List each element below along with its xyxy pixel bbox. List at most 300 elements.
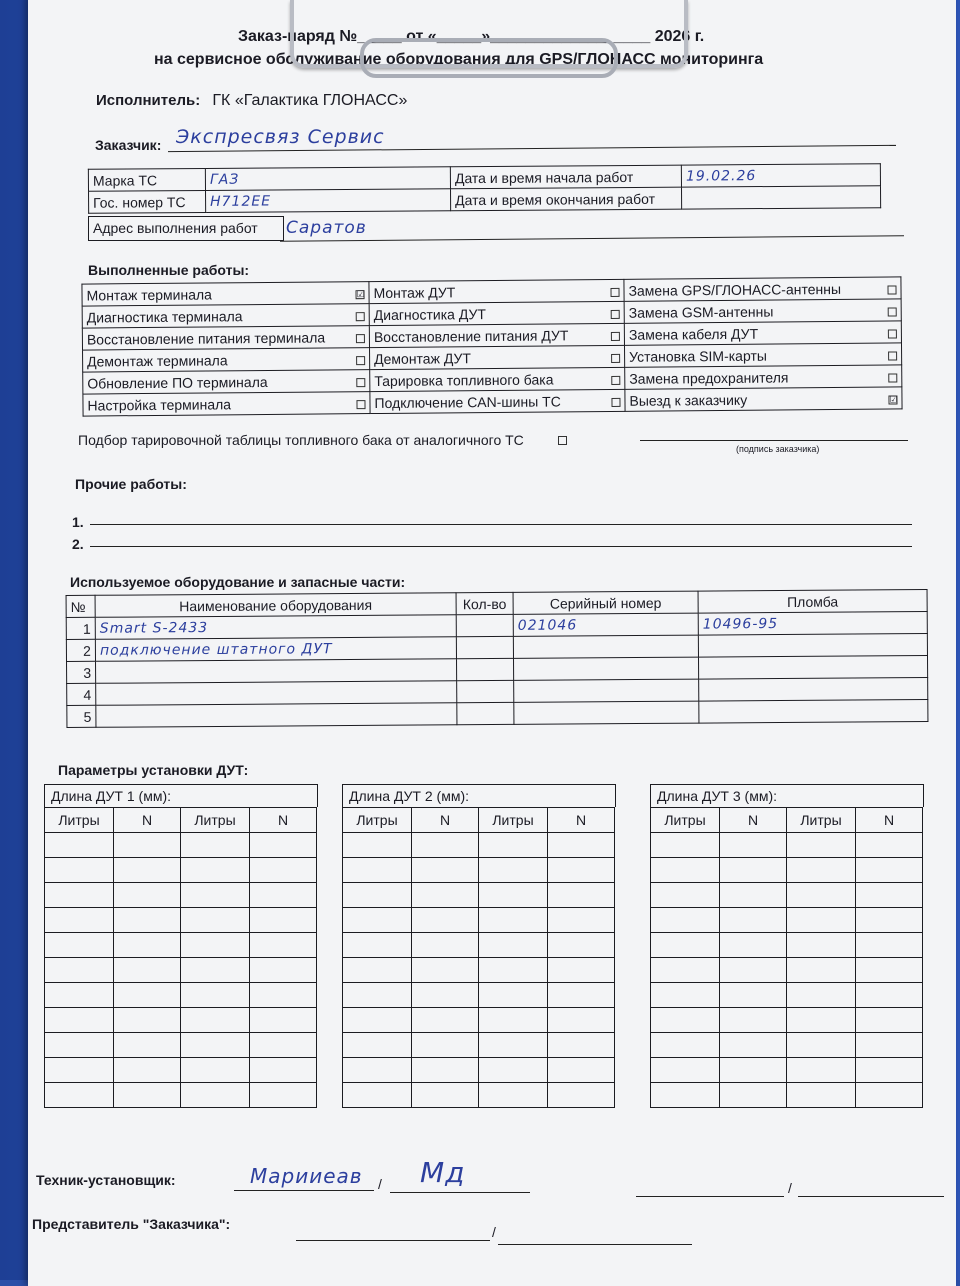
- equipment-cell-seal: [698, 655, 927, 679]
- dut-col-header: N: [856, 808, 923, 833]
- work-item: [370, 367, 625, 391]
- dut-cell: [548, 983, 615, 1008]
- dut-col-header: Литры: [787, 808, 856, 833]
- dut-cell: [548, 908, 615, 933]
- dut-cell: [856, 858, 923, 883]
- dut-row: [45, 1058, 317, 1083]
- work-item-label: Демонтаж ДУТ: [374, 349, 471, 367]
- dut-cell: [548, 958, 615, 983]
- dut-cell: [412, 1033, 479, 1058]
- equipment-cell-n: 1: [66, 617, 95, 639]
- dut-cell: [479, 908, 548, 933]
- work-item-label: Выезд к заказчику: [629, 391, 748, 409]
- dut-cell: [114, 1008, 181, 1033]
- work-item-checkbox[interactable]: [611, 353, 620, 362]
- dut-cell: [114, 908, 181, 933]
- dut-cell: [651, 1033, 720, 1058]
- end-value: [681, 186, 880, 209]
- technician-name-line: [234, 1190, 374, 1191]
- dut-cell: [45, 1033, 114, 1058]
- dut-cell: [412, 833, 479, 858]
- dut-cell: [181, 958, 250, 983]
- work-item-label: Настройка терминала: [87, 395, 232, 414]
- dut-row: [45, 983, 317, 1008]
- dut-cell: [181, 1008, 250, 1033]
- dut-cell: [479, 833, 548, 858]
- end-label: Дата и время окончания работ: [451, 187, 682, 211]
- dut-cell: [343, 1008, 412, 1033]
- dut-cell: [651, 883, 720, 908]
- paper-sheet: [28, 0, 956, 1286]
- work-item-label: Демонтаж терминала: [87, 351, 228, 370]
- work-item: [370, 389, 625, 413]
- dut-col-header: N: [250, 808, 317, 833]
- equipment-cell-n: 3: [67, 661, 96, 683]
- work-item: [624, 343, 901, 367]
- work-item: [82, 304, 369, 329]
- equipment-cell-qty: [457, 702, 514, 724]
- dut-cell: [787, 1033, 856, 1058]
- dut-table-1: [44, 784, 318, 1108]
- form-title-line2: на сервисное обслуживание оборудования для GPS/ГЛОНАСС мониторинга: [154, 51, 764, 68]
- dut-cell: [720, 1058, 787, 1083]
- work-item-label: Замена предохранителя: [629, 368, 789, 387]
- dut-cell: [181, 1033, 250, 1058]
- dut-cell: [45, 1008, 114, 1033]
- equipment-cell-n: 2: [66, 639, 95, 661]
- works-table: [81, 276, 902, 416]
- work-item-label: Монтаж ДУТ: [373, 283, 456, 301]
- dut-table-title: Длина ДУТ 1 (мм):: [44, 784, 318, 807]
- dut-col-header: N: [548, 808, 615, 833]
- dut-cell: [181, 933, 250, 958]
- dut-cell: [45, 833, 114, 858]
- dut-cell: [250, 858, 317, 883]
- dut-row: [45, 1083, 317, 1108]
- work-item: [82, 326, 369, 351]
- work-item-checkbox[interactable]: [610, 287, 619, 296]
- dut-table-3: [650, 784, 924, 1108]
- work-item-label: Замена кабеля ДУТ: [628, 325, 759, 343]
- dut-row: [45, 883, 317, 908]
- dut-cell: [114, 833, 181, 858]
- dut-cell: [343, 908, 412, 933]
- work-item: [83, 392, 370, 417]
- dut-cell: [479, 983, 548, 1008]
- dut-title: Параметры установки ДУТ:: [58, 762, 249, 778]
- dut-cell: [787, 1008, 856, 1033]
- dut-cell: [114, 1083, 181, 1108]
- dut-cell: [720, 933, 787, 958]
- work-item-label: Тарировка топливного бака: [374, 370, 554, 389]
- dut-cell: [250, 958, 317, 983]
- work-item-checkbox[interactable]: [888, 351, 897, 360]
- work-item-label: Замена GPS/ГЛОНАСС-антенны: [628, 280, 842, 299]
- equipment-cell-seal: [699, 699, 928, 723]
- dut-cell: [250, 983, 317, 1008]
- dut-cell: [787, 858, 856, 883]
- representative-slash: /: [492, 1224, 496, 1240]
- dut-cell: [856, 1058, 923, 1083]
- dut-cell: [548, 858, 615, 883]
- dut-cell: [250, 933, 317, 958]
- equipment-title: Используемое оборудование и запасные части:: [70, 574, 406, 590]
- dut-cell: [856, 833, 923, 858]
- dut-row: [651, 833, 923, 858]
- dut-cell: [479, 883, 548, 908]
- work-item-checkbox[interactable]: [611, 397, 620, 406]
- dut-cell: [412, 908, 479, 933]
- dut-cell: [720, 1083, 787, 1108]
- dut-cell: [651, 1058, 720, 1083]
- dut-cell: [114, 1033, 181, 1058]
- dut-cell: [250, 1058, 317, 1083]
- technician-name: Марииеав: [250, 1164, 363, 1188]
- dut-cell: [856, 983, 923, 1008]
- work-item-label: Восстановление питания ДУТ: [373, 326, 569, 345]
- vehicle-table: [88, 163, 881, 214]
- work-item: [624, 299, 901, 323]
- dut-cell: [720, 1008, 787, 1033]
- work-item: [369, 301, 624, 325]
- dut-cell: [250, 883, 317, 908]
- second-sign-line-a: [636, 1196, 784, 1197]
- works-title: Выполненные работы:: [88, 262, 250, 278]
- equipment-cell-qty: [456, 614, 513, 636]
- dut-cell: [45, 1058, 114, 1083]
- dut-cell: [343, 933, 412, 958]
- dut-cell: [181, 1083, 250, 1108]
- customer-label: Заказчик:: [95, 137, 162, 153]
- dut-cell: [548, 1083, 615, 1108]
- address-value: Саратов: [286, 218, 367, 238]
- address-label: Адрес выполнения работ: [88, 216, 284, 241]
- dut-cell: [181, 883, 250, 908]
- work-item-label: Диагностика терминала: [86, 307, 243, 326]
- dut-row: [651, 908, 923, 933]
- dut-cell: [720, 858, 787, 883]
- dut-cell: [181, 1058, 250, 1083]
- dut-cell: [412, 1058, 479, 1083]
- work-item-label: Монтаж терминала: [86, 285, 212, 304]
- dut-cell: [856, 933, 923, 958]
- dut-row: [651, 1033, 923, 1058]
- work-item-checkbox[interactable]: [888, 373, 897, 382]
- dut-cell: [114, 933, 181, 958]
- dut-cell: [114, 983, 181, 1008]
- work-item: [369, 279, 624, 303]
- dut-table-2: [342, 784, 616, 1108]
- equipment-cell-name: Smart S-2433: [95, 615, 456, 640]
- dut-row: [45, 958, 317, 983]
- equipment-cell-seal: 10496-95: [698, 611, 927, 635]
- dut-cell: [720, 833, 787, 858]
- dut-cell: [479, 1008, 548, 1033]
- dut-cell: [651, 833, 720, 858]
- equipment-cell-name: [96, 659, 457, 684]
- executor-row: [96, 92, 407, 110]
- second-sign-line-b: [798, 1196, 944, 1197]
- address-line: [280, 235, 904, 241]
- signature-caption: (подпись заказчика): [736, 444, 820, 454]
- calibration-row: [78, 432, 567, 448]
- dut-col-header: Литры: [479, 808, 548, 833]
- work-item-checkbox[interactable]: ☑: [356, 288, 365, 299]
- equipment-col-serial: Серийный номер: [513, 591, 698, 614]
- other-works-title: Прочие работы:: [75, 476, 187, 492]
- dut-cell: [787, 883, 856, 908]
- dut-col-header: Литры: [45, 808, 114, 833]
- executor-value: ГК «Галактика ГЛОНАСС»: [212, 92, 408, 109]
- dut-cell: [651, 858, 720, 883]
- dut-cell: [651, 983, 720, 1008]
- dut-cell: [479, 1033, 548, 1058]
- dut-row: [45, 908, 317, 933]
- equipment-row: [67, 699, 928, 727]
- dut-row: [343, 908, 615, 933]
- dut-table-title: Длина ДУТ 2 (мм):: [342, 784, 616, 807]
- dut-cell: [787, 958, 856, 983]
- dut-cell: [343, 833, 412, 858]
- dut-cell: [548, 933, 615, 958]
- dut-cell: [856, 1083, 923, 1108]
- dut-cell: [787, 933, 856, 958]
- equipment-cell-name: [96, 703, 457, 728]
- work-item: [83, 370, 370, 395]
- dut-row: [343, 983, 615, 1008]
- work-item-label: Диагностика ДУТ: [373, 305, 486, 323]
- dut-cell: [114, 958, 181, 983]
- equipment-cell-seal: [698, 633, 927, 657]
- dut-row: [343, 933, 615, 958]
- other-work-2-label: 2.: [72, 536, 84, 552]
- work-item-checkbox[interactable]: [887, 285, 896, 294]
- dut-cell: [651, 958, 720, 983]
- dut-row: [651, 858, 923, 883]
- work-item: [625, 365, 902, 389]
- work-item-label: Установка SIM-карты: [629, 347, 767, 365]
- equipment-col-seal: Пломба: [698, 589, 927, 613]
- dut-cell: [856, 883, 923, 908]
- dut-cell: [45, 908, 114, 933]
- dut-row: [343, 883, 615, 908]
- dut-cell: [45, 858, 114, 883]
- technician-signature: Мд: [420, 1156, 466, 1189]
- equipment-col-qty: Кол-во: [456, 592, 513, 614]
- dut-cell: [720, 1033, 787, 1058]
- dut-row: [651, 933, 923, 958]
- form-title-line1: Заказ-наряд №_____ от «_____»__________________ 2026 г.: [238, 28, 705, 45]
- work-item-checkbox[interactable]: [356, 334, 365, 343]
- dut-row: [651, 1008, 923, 1033]
- dut-row: [343, 858, 615, 883]
- dut-row: [651, 1058, 923, 1083]
- dut-cell: [787, 983, 856, 1008]
- dut-cell: [720, 958, 787, 983]
- dut-row: [45, 833, 317, 858]
- dut-row: [651, 1083, 923, 1108]
- technician-sign-line: [390, 1192, 530, 1193]
- second-slash: /: [788, 1180, 792, 1196]
- dut-row: [45, 933, 317, 958]
- other-work-1-line: [90, 524, 912, 525]
- dut-cell: [181, 908, 250, 933]
- dut-cell: [651, 933, 720, 958]
- work-item: [370, 345, 625, 369]
- equipment-cell-serial: [513, 635, 698, 658]
- equipment-cell-qty: [457, 658, 514, 680]
- work-item-checkbox[interactable]: [611, 309, 620, 318]
- dut-cell: [250, 1008, 317, 1033]
- dut-cell: [250, 1083, 317, 1108]
- representative-line-b: [498, 1244, 692, 1245]
- dut-cell: [343, 1058, 412, 1083]
- work-item-label: Обновление ПО терминала: [87, 373, 268, 392]
- equipment-cell-serial: [514, 701, 699, 724]
- work-item: [624, 321, 901, 345]
- equipment-cell-serial: [513, 657, 698, 680]
- equipment-cell-seal: [699, 677, 928, 701]
- dut-cell: [343, 858, 412, 883]
- dut-cell: [412, 958, 479, 983]
- work-item-checkbox[interactable]: [356, 356, 365, 365]
- dut-cell: [412, 933, 479, 958]
- dut-cell: [787, 833, 856, 858]
- dut-row: [651, 883, 923, 908]
- work-item-checkbox[interactable]: ☑: [889, 393, 898, 405]
- equipment-cell-qty: [456, 636, 513, 658]
- equipment-cell-qty: [457, 680, 514, 702]
- dut-cell: [343, 1033, 412, 1058]
- equipment-cell-serial: [514, 679, 699, 702]
- work-item-checkbox[interactable]: [356, 312, 365, 321]
- work-item-checkbox[interactable]: [888, 307, 897, 316]
- dut-cell: [250, 1033, 317, 1058]
- dut-row: [343, 958, 615, 983]
- dut-col-header: Литры: [181, 808, 250, 833]
- dut-row: [45, 1008, 317, 1033]
- dut-cell: [720, 908, 787, 933]
- dut-col-header: Литры: [343, 808, 412, 833]
- dut-cell: [412, 1083, 479, 1108]
- equipment-cell-n: 5: [67, 705, 96, 727]
- calibration-checkbox[interactable]: [558, 436, 567, 445]
- work-item: [625, 387, 902, 411]
- dut-cell: [250, 833, 317, 858]
- dut-row: [343, 1058, 615, 1083]
- dut-cell: [856, 908, 923, 933]
- dut-cell: [856, 1008, 923, 1033]
- dut-cell: [548, 1008, 615, 1033]
- dut-cell: [651, 908, 720, 933]
- brand-value: ГАЗ: [205, 167, 450, 191]
- dut-row: [45, 858, 317, 883]
- brand-label: Марка ТС: [88, 168, 205, 191]
- work-item: [369, 323, 624, 347]
- dut-cell: [479, 1083, 548, 1108]
- equipment-col-name: Наименование оборудования: [95, 593, 456, 618]
- dut-cell: [412, 858, 479, 883]
- dut-cell: [651, 1008, 720, 1033]
- work-item-label: Замена GSM-антенны: [628, 303, 774, 321]
- dut-cell: [114, 1058, 181, 1083]
- customer-value: Экспресвяз Сервис: [176, 126, 385, 148]
- dut-cell: [479, 858, 548, 883]
- dut-cell: [412, 883, 479, 908]
- dut-cell: [343, 883, 412, 908]
- start-value: 19.02.26: [681, 164, 880, 187]
- work-item-checkbox[interactable]: [611, 331, 620, 340]
- dut-cell: [479, 933, 548, 958]
- dut-cell: [250, 908, 317, 933]
- plate-label: Гос. номер ТС: [89, 190, 206, 213]
- technician-label: Техник-установщик:: [36, 1172, 176, 1188]
- dut-cell: [720, 983, 787, 1008]
- dut-col-header: N: [114, 808, 181, 833]
- dut-row: [651, 958, 923, 983]
- dut-cell: [787, 908, 856, 933]
- dut-cell: [548, 833, 615, 858]
- dut-cell: [787, 1083, 856, 1108]
- dut-cell: [548, 1033, 615, 1058]
- dut-cell: [114, 883, 181, 908]
- work-item-checkbox[interactable]: [356, 400, 365, 409]
- dut-row: [651, 983, 923, 1008]
- work-item-checkbox[interactable]: [611, 375, 620, 384]
- work-item-checkbox[interactable]: [888, 329, 897, 338]
- dut-col-header: Литры: [651, 808, 720, 833]
- dut-cell: [548, 1058, 615, 1083]
- plate-value: Н712ЕЕ: [206, 189, 451, 213]
- work-item-label: Подключение CAN-шины ТС: [374, 392, 561, 411]
- dut-cell: [343, 1083, 412, 1108]
- dut-cell: [412, 1008, 479, 1033]
- dut-cell: [787, 1058, 856, 1083]
- dut-row: [343, 833, 615, 858]
- customer-signature-line: [640, 440, 908, 441]
- dut-cell: [856, 958, 923, 983]
- dut-cell: [651, 1083, 720, 1108]
- dut-col-header: N: [412, 808, 479, 833]
- dut-cell: [856, 1033, 923, 1058]
- representative-label: Представитель "Заказчика":: [32, 1216, 231, 1232]
- dut-row: [343, 1008, 615, 1033]
- other-work-1-label: 1.: [72, 514, 84, 530]
- work-item: [83, 348, 370, 373]
- technician-slash: /: [378, 1176, 382, 1192]
- work-item: [624, 277, 901, 301]
- equipment-cell-serial: 021046: [513, 613, 698, 636]
- dut-cell: [45, 933, 114, 958]
- work-item-label: Восстановление питания терминала: [86, 328, 326, 348]
- dut-cell: [45, 983, 114, 1008]
- work-item-checkbox[interactable]: [356, 378, 365, 387]
- work-item: [82, 282, 369, 307]
- equipment-table: [66, 589, 929, 728]
- dut-row: [45, 1033, 317, 1058]
- dut-cell: [181, 983, 250, 1008]
- dut-cell: [548, 883, 615, 908]
- other-work-2-line: [90, 546, 912, 547]
- dut-row: [343, 1033, 615, 1058]
- dut-cell: [114, 858, 181, 883]
- dut-cell: [479, 958, 548, 983]
- dut-cell: [412, 983, 479, 1008]
- dut-cell: [343, 983, 412, 1008]
- executor-label: Исполнитель:: [96, 92, 201, 109]
- start-label: Дата и время начала работ: [450, 165, 681, 189]
- clipboard-clip-ring: [360, 38, 618, 78]
